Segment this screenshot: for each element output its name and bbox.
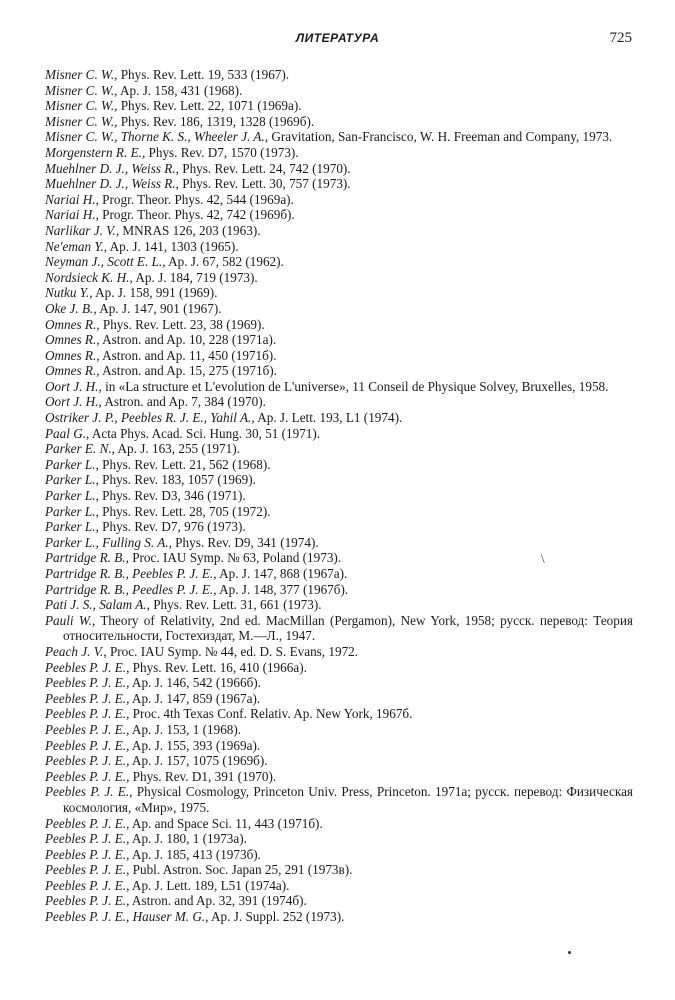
reference-entry <box>45 67 633 83</box>
reference-entry <box>45 192 633 208</box>
reference-authors: Peebles P. J. E. <box>45 846 127 862</box>
reference-entry <box>45 660 633 676</box>
reference-entry <box>45 207 633 223</box>
reference-details: , Ap. J. 67, 582 (1962). <box>162 254 284 270</box>
reference-details: , Ap. J. 141, 1303 (1965). <box>103 238 239 254</box>
reference-entry <box>45 301 633 317</box>
reference-details: , Phys. Rev. Lett. 22, 1071 (1969a). <box>114 98 302 114</box>
reference-entry <box>45 769 633 785</box>
reference-details: , Theory of Relativity, 2nd ed. MacMillan (Pergamon), New York, 1958; русск. перевод: Теория относительности, Гостехиздат, М.—Л., 1947. <box>63 612 633 644</box>
reference-list <box>45 67 633 925</box>
reference-authors: Peebles P. J. E. <box>45 753 127 769</box>
reference-entry <box>45 488 633 504</box>
reference-authors: Peebles P. J. E. <box>45 768 127 784</box>
reference-authors: Peebles P. J. E. <box>45 690 127 706</box>
reference-authors: Misner C. W. <box>45 98 115 114</box>
reference-details: , Astron. and Ap. 11, 450 (1971б). <box>96 347 277 363</box>
reference-details: , Phys. Rev. Lett. 28, 705 (1972). <box>95 503 271 519</box>
reference-entry <box>45 706 633 722</box>
reference-authors: Nariai H. <box>45 191 96 207</box>
reference-entry <box>45 426 633 442</box>
reference-entry <box>45 98 633 114</box>
reference-entry <box>45 784 633 815</box>
reference-entry <box>45 816 633 832</box>
reference-authors: Misner C. W. <box>45 67 115 82</box>
reference-authors: Peebles P. J. E. <box>45 831 127 847</box>
reference-entry <box>45 270 633 286</box>
reference-authors: Muehlner D. J., Weiss R. <box>45 160 176 176</box>
reference-entry <box>45 254 633 270</box>
reference-authors: Peebles P. J. E. <box>45 784 130 800</box>
reference-details: , Phys. Rev. Lett. 16, 410 (1966a). <box>126 659 307 675</box>
reference-authors: Morgenstern R. E. <box>45 144 142 160</box>
reference-details: , Phys. Rev. D7, 1570 (1973). <box>141 144 299 160</box>
reference-details: , Ap. J. 180, 1 (1973a). <box>126 831 247 847</box>
reference-entry <box>45 535 633 551</box>
reference-entry <box>45 472 633 488</box>
reference-entry <box>45 613 633 644</box>
reference-details: , Ap. J. 146, 542 (1966б). <box>126 675 261 691</box>
reference-authors: Peebles P. J. E. <box>45 877 127 893</box>
reference-details: , Ap. J. 163, 255 (1971). <box>111 441 240 457</box>
reference-details: , Ap. J. Lett. 193, L1 (1974). <box>251 410 403 426</box>
reference-authors: Peebles P. J. E. <box>45 721 127 737</box>
reference-entry <box>45 348 633 364</box>
reference-authors: Nutku Y. <box>45 285 90 301</box>
reference-entry <box>45 644 633 660</box>
reference-authors: Nariai H. <box>45 207 96 223</box>
reference-details: , Progr. Theor. Phys. 42, 742 (1969б). <box>95 207 295 223</box>
reference-details: , Proc. IAU Symp. № 63, Poland (1973). <box>125 550 342 566</box>
reference-entry <box>45 285 633 301</box>
reference-details: , Ap. J. Lett. 189, L51 (1974a). <box>126 877 290 893</box>
stray-print-mark: \ <box>541 551 545 566</box>
reference-authors: Neyman J., Scott E. L. <box>45 254 163 270</box>
reference-details: , Phys. Rev. Lett. 21, 562 (1968). <box>95 456 271 472</box>
reference-details: , Ap. J. 158, 991 (1969). <box>89 285 218 301</box>
reference-authors: Parker L., Fulling S. A. <box>45 534 169 550</box>
reference-authors: Misner C. W. <box>45 113 115 129</box>
reference-details: , Phys. Rev. 183, 1057 (1969). <box>95 472 256 488</box>
reference-entry <box>45 738 633 754</box>
reference-details: , Acta Phys. Acad. Sci. Hung. 30, 51 (1971). <box>86 425 321 441</box>
reference-authors: Omnes R. <box>45 347 97 363</box>
reference-entry <box>45 862 633 878</box>
page-number: 725 <box>609 30 632 46</box>
reference-authors: Partridge R. B., Peebles P. J. E. <box>45 566 214 581</box>
reference-details: , Astron. and Ap. 32, 391 (1974б). <box>126 893 307 909</box>
reference-entry <box>45 504 633 520</box>
reference-details: , Gravitation, San-Francisco, W. H. Freeman and Company, 1973. <box>264 129 613 145</box>
reference-entry <box>45 176 633 192</box>
reference-authors: Parker E. N. <box>45 441 112 457</box>
reference-authors: Paal G. <box>45 425 87 441</box>
reference-authors: Ostriker J. P., Peebles R. J. E., Yahil A. <box>45 410 252 426</box>
reference-details: , Phys. Rev. D9, 341 (1974). <box>168 534 319 550</box>
reference-details: , Phys. Rev. D1, 391 (1970). <box>126 768 277 784</box>
reference-entry <box>45 893 633 909</box>
reference-details: , Ap. and Space Sci. 11, 443 (1971б). <box>126 815 323 831</box>
reference-details: , Ap. J. Suppl. 252 (1973). <box>205 909 345 925</box>
reference-details: , Progr. Theor. Phys. 42, 544 (1969a). <box>95 191 294 207</box>
reference-entry <box>45 597 633 613</box>
reference-authors: Misner C. W. <box>45 82 115 98</box>
reference-entry <box>45 317 633 333</box>
reference-details: , Phys. Rev. Lett. 31, 661 (1973). <box>146 597 322 613</box>
reference-details: , Ap. J. 153, 1 (1968). <box>126 721 242 737</box>
reference-entry <box>45 582 633 598</box>
reference-details: , Phys. Rev. D3, 346 (1971). <box>95 488 246 504</box>
reference-entry <box>45 831 633 847</box>
reference-authors: Peebles P. J. E., Hauser M. G. <box>45 909 206 925</box>
reference-authors: Peach J. V. <box>45 643 104 659</box>
reference-authors: Omnes R. <box>45 363 97 379</box>
reference-entry <box>45 161 633 177</box>
reference-details: , MNRAS 126, 203 (1963). <box>115 222 261 238</box>
reference-entry <box>45 379 633 395</box>
reference-authors: Peebles P. J. E. <box>45 659 127 675</box>
reference-entry <box>45 239 633 255</box>
reference-entry <box>45 753 633 769</box>
reference-details: , Phys. Rev. Lett. 30, 757 (1973). <box>175 176 351 192</box>
reference-entry <box>45 878 633 894</box>
reference-authors: Peebles P. J. E. <box>45 737 127 753</box>
reference-details: , Proc. IAU Symp. № 44, ed. D. S. Evans, 1972. <box>103 643 359 659</box>
reference-entry <box>45 722 633 738</box>
reference-details: , Astron. and Ap. 15, 275 (1971б). <box>96 363 277 379</box>
reference-authors: Omnes R. <box>45 316 97 332</box>
reference-authors: Parker L. <box>45 503 96 519</box>
reference-details: , Ap. J. 148, 377 (1967б). <box>213 581 349 597</box>
reference-details: , Phys. Rev. Lett. 23, 38 (1969). <box>96 316 265 332</box>
stray-print-dot <box>568 951 571 954</box>
reference-entry <box>45 332 633 348</box>
reference-authors: Parker L. <box>45 456 96 472</box>
reference-authors: Peebles P. J. E. <box>45 675 127 691</box>
reference-entry <box>45 691 633 707</box>
reference-authors: Peebles P. J. E. <box>45 706 127 722</box>
reference-authors: Oort J. H. <box>45 394 99 410</box>
reference-details: , Phys. Rev. Lett. 24, 742 (1970). <box>175 160 351 176</box>
reference-authors: Pauli W. <box>45 612 92 628</box>
reference-entry <box>45 847 633 863</box>
reference-authors: Omnes R. <box>45 332 97 348</box>
reference-details: , Astron. and Ap. 7, 384 (1970). <box>98 394 266 410</box>
reference-entry <box>45 457 633 473</box>
reference-entry <box>45 566 633 582</box>
reference-entry <box>45 363 633 379</box>
reference-details: , Ap. J. 157, 1075 (1969б). <box>126 753 268 769</box>
reference-authors: Partridge R. B. <box>45 550 126 566</box>
reference-details: , Ap. J. 147, 901 (1967). <box>93 300 222 316</box>
reference-entry <box>45 114 633 130</box>
reference-entry <box>45 394 633 410</box>
reference-details: , Publ. Astron. Soc. Japan 25, 291 (1973в). <box>126 862 353 878</box>
reference-authors: Ne'eman Y. <box>45 238 104 254</box>
reference-authors: Parker L. <box>45 472 96 488</box>
reference-details: , Ap. J. 155, 393 (1969a). <box>126 737 261 753</box>
reference-authors: Partridge R. B., Peedles P. J. E. <box>45 581 214 597</box>
reference-entry <box>45 909 633 925</box>
reference-details: , in «La structure et L'evolution de L'universe», 11 Conseil de Physique Solvey, Bruxelles, 1958. <box>98 378 609 394</box>
reference-entry <box>45 145 633 161</box>
reference-details: , Proc. 4th Texas Conf. Relativ. Ap. New York, 1967б. <box>126 706 413 722</box>
reference-details: , Phys. Rev. D7, 976 (1973). <box>95 519 246 535</box>
reference-entry <box>45 519 633 535</box>
reference-authors: Pati J. S., Salam A. <box>45 597 147 613</box>
reference-entry <box>45 410 633 426</box>
reference-authors: Parker L. <box>45 488 96 504</box>
reference-details: , Phys. Rev. Lett. 19, 533 (1967). <box>114 67 290 82</box>
reference-authors: Oke J. B. <box>45 300 94 316</box>
reference-details: , Physical Cosmology, Princeton Univ. Press, Princeton. 1971a; русск. перевод: Физическая космология, «Мир», 1975. <box>63 784 633 815</box>
reference-authors: Nordsieck K. H. <box>45 269 130 285</box>
running-header-title: ЛИТЕРАТУРА <box>295 31 380 45</box>
reference-authors: Narlikar J. V. <box>45 222 116 238</box>
reference-details: , Ap. J. 185, 413 (1973б). <box>126 846 261 862</box>
reference-authors: Peebles P. J. E. <box>45 893 127 909</box>
reference-entry <box>45 441 633 457</box>
reference-authors: Peebles P. J. E. <box>45 862 127 878</box>
reference-entry <box>45 223 633 239</box>
reference-entry <box>45 675 633 691</box>
reference-authors: Oort J. H. <box>45 378 99 394</box>
reference-details: , Ap. J. 184, 719 (1973). <box>129 269 258 285</box>
reference-entry <box>45 129 633 145</box>
reference-authors: Parker L. <box>45 519 96 535</box>
reference-authors: Muehlner D. J., Weiss R. <box>45 176 176 192</box>
reference-entry <box>45 83 633 99</box>
reference-details: , Ap. J. 147, 859 (1967a). <box>126 690 261 706</box>
reference-details: , Phys. Rev. 186, 1319, 1328 (1969б). <box>114 113 315 129</box>
reference-details: , Astron. and Ap. 10, 228 (1971a). <box>96 332 277 348</box>
reference-details: , Ap. J. 147, 868 (1967a). <box>213 566 348 581</box>
reference-authors: Misner C. W., Thorne K. S., Wheeler J. A. <box>45 129 265 145</box>
reference-details: , Ap. J. 158, 431 (1968). <box>114 82 243 98</box>
reference-authors: Peebles P. J. E. <box>45 815 127 831</box>
